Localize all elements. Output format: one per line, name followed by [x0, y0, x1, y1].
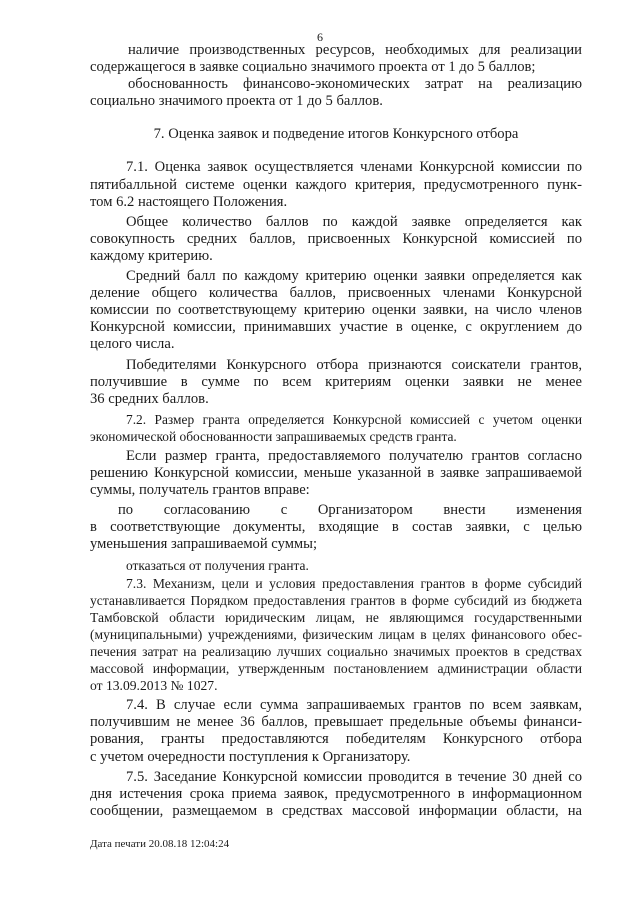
text-line: наличие производственных ресурсов, необходимых для реализации — [128, 42, 582, 58]
page-number: 6 — [317, 30, 323, 44]
paragraph-total-score — [90, 214, 582, 265]
text-line: Тамбовской области юридическим лицам, не являющимся государственными — [90, 609, 582, 625]
paragraph-refuse: отказаться от получения гранта. — [126, 557, 309, 573]
text-line: дня истечения срока приема заявок, предусмотренного в информационном — [90, 785, 582, 802]
text-line: деление общего количества баллов, присвоенных членами Конкурсной — [90, 285, 582, 302]
paragraph-grant-size — [90, 448, 582, 499]
text-line: получившим не менее 36 баллов, превышает предельные объемы финанси- — [90, 714, 582, 731]
text-line: получившие в сумме по всем критериям оценки заявки не менее — [90, 373, 582, 390]
text-line: Конкурсной комиссии, принимавших участие в оценке, с округлением до — [90, 319, 582, 336]
paragraph-7-5 — [90, 769, 582, 820]
paragraph-winners — [90, 357, 582, 408]
text-line: 7.4. В случае если сумма запрашиваемых грантов по всем заявкам, — [126, 697, 582, 714]
text-line: с учетом очередности поступления к Организатору. — [90, 748, 411, 765]
text-line: экономической обоснованности запрашиваемых средств гранта. — [90, 428, 457, 444]
text-line: Победителями Конкурсного отбора признаются соискатели грантов, — [126, 356, 582, 373]
text-line: социально значимого проекта от 1 до 5 баллов. — [90, 93, 383, 110]
text-line: 7.3. Механизм, цели и условия предоставления грантов в форме субсидий — [126, 575, 582, 591]
print-date-footer: Дата печати 20.08.18 12:04:24 — [90, 838, 230, 850]
text-line: массовой информации, утвержденным постановлением администрации области — [90, 661, 582, 677]
text-line: печения затрат на реализацию лучших социально значимых проектов в средствах — [90, 644, 582, 659]
text-line: 7.5. Заседание Конкурсной комиссии проводится в течение 30 дней со — [126, 768, 582, 785]
paragraph-resources — [90, 42, 582, 76]
text-line: 36 средних баллов. — [90, 390, 209, 407]
paragraph-7-1 — [90, 159, 582, 210]
document-body — [90, 42, 582, 820]
text-line: том 6.2 настоящего Положения. — [90, 193, 288, 210]
text-line: Общее количество баллов по каждой заявке определяется как — [126, 213, 582, 230]
text-line: Средний балл по каждому критерию оценки заявки определяется как — [126, 268, 582, 285]
text-line: совокупность средних баллов, присвоенных Конкурсной комиссией по — [90, 230, 582, 247]
text-line: (муниципальными) учреждениями, физическим лицам в целях финансового обес- — [90, 626, 582, 642]
text-line: в соответствующие документы, входящие в состав заявки, с целью — [90, 519, 582, 536]
paragraph-7-3 — [90, 575, 582, 695]
text-line: пятибалльной системе оценки каждого критерия, предусмотренного пунк- — [90, 176, 582, 193]
text-line: обоснованность финансово-экономических затрат на реализацию — [128, 76, 582, 93]
section-heading: 7. Оценка заявок и подведение итогов Конкурсного отбора — [153, 126, 519, 143]
text-line: по согласованию с Организатором внести изменения — [118, 502, 582, 519]
text-line: комиссии по соответствующему критерию оценки заявки, на число членов — [90, 302, 582, 319]
text-line: содержащегося в заявке социально значимого проекта от 1 до 5 баллов; — [90, 59, 536, 76]
text-line: решению Конкурсной комиссии, меньше указанной в заявке запрашиваемой — [90, 465, 582, 482]
paragraph-average-score — [90, 268, 582, 353]
text-line: уменьшения запрашиваемой суммы; — [90, 536, 318, 553]
paragraph-7-4 — [90, 697, 582, 765]
text-line: Если размер гранта, предоставляемого получателю грантов согласно — [126, 447, 582, 464]
text-line: суммы, получатель грантов вправе: — [90, 482, 310, 499]
paragraph-justification — [90, 76, 582, 110]
text-line: сообщении, размещаемом в средствах массовой информации области, на — [90, 802, 582, 819]
paragraph-7-2 — [90, 411, 582, 445]
text-line: рования, гранты предоставляются победителям Конкурсного отбора — [90, 731, 582, 748]
text-line: 7.1. Оценка заявок осуществляется членами Конкурсной комиссии по — [126, 159, 582, 176]
text-line: 7.2. Размер гранта определяется Конкурсной комиссией с учетом оценки — [126, 411, 582, 427]
text-line: от 13.09.2013 № 1027. — [90, 678, 218, 694]
paragraph-agreement — [90, 502, 582, 553]
text-line: устанавливается Порядком предоставления грантов в форме субсидий из бюджета — [90, 592, 582, 608]
text-line: каждому критерию. — [90, 247, 213, 264]
text-line: целого числа. — [90, 336, 175, 353]
